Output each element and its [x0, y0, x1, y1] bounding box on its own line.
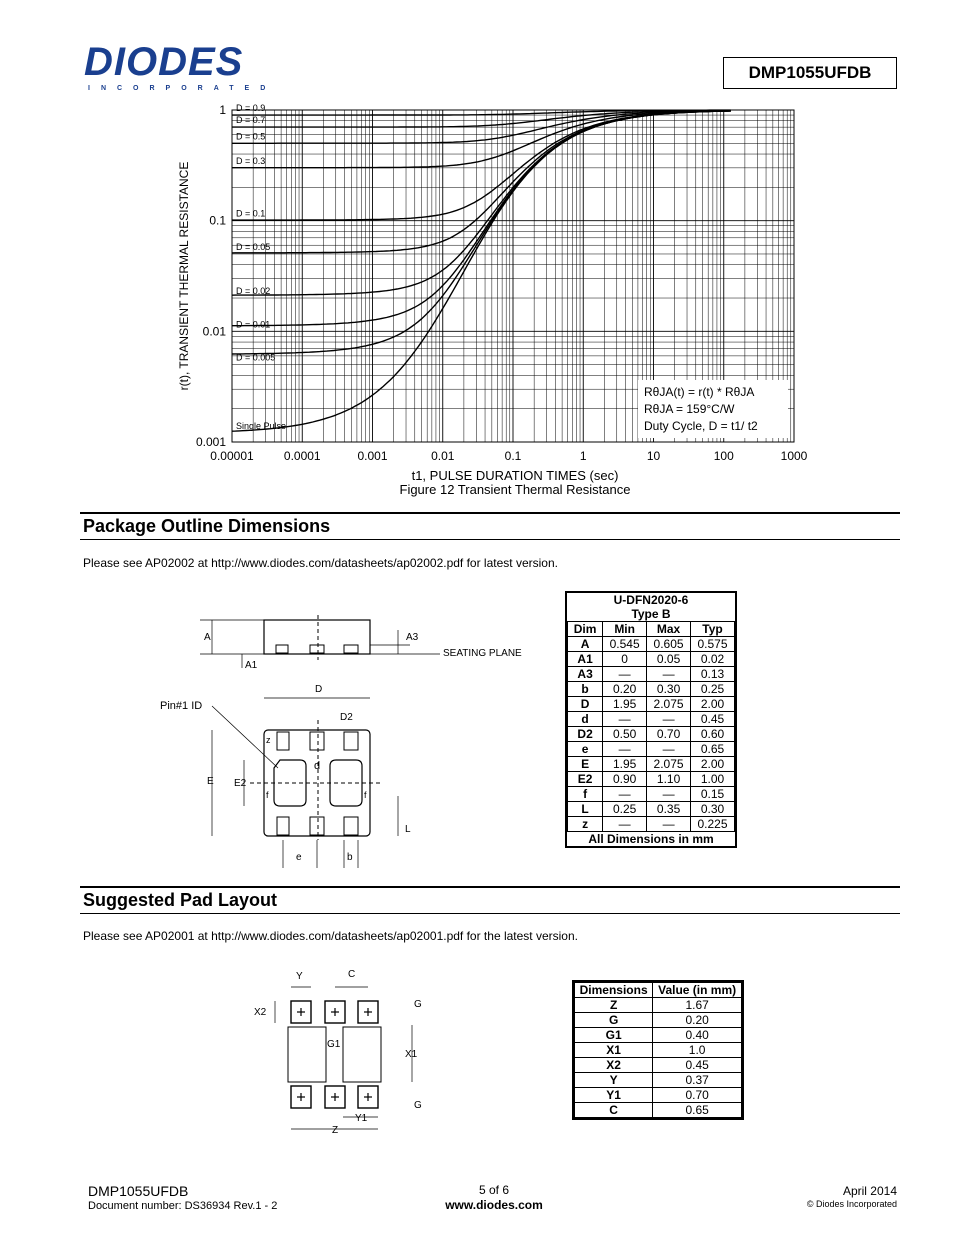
- table-row: [568, 802, 735, 817]
- table-cell: E: [568, 757, 603, 772]
- table-row: [575, 1103, 742, 1118]
- table-row: [568, 742, 735, 757]
- table-cell: 0.225: [691, 817, 735, 832]
- table-cell: 2.075: [647, 757, 691, 772]
- table-cell: 0.05: [647, 652, 691, 667]
- label-Z: Z: [332, 1125, 339, 1136]
- label-E: E: [207, 776, 214, 787]
- label-C: C: [348, 969, 356, 980]
- footer-date: April 2014: [842, 1184, 897, 1198]
- table-cell: 2.075: [647, 697, 691, 712]
- series-label: D = 0.3: [236, 155, 266, 166]
- label-f: f: [364, 790, 367, 800]
- section-rule: [80, 886, 900, 888]
- table-cell: 0.13: [691, 667, 735, 682]
- table-cell: 0.70: [653, 1088, 742, 1103]
- series-label: D = 0.01: [236, 319, 271, 330]
- table-cell: 1.67: [653, 998, 742, 1013]
- package-outline-drawing: [140, 610, 560, 870]
- table-cell: 0.40: [653, 1028, 742, 1043]
- table-cell: 0.30: [691, 802, 735, 817]
- table-row: [568, 757, 735, 772]
- table-cell: A3: [568, 667, 603, 682]
- y-tick-label: 0.01: [202, 324, 226, 339]
- series-line: [232, 111, 731, 354]
- label-Y1: Y1: [355, 1113, 368, 1124]
- series-label: Single Pulse: [236, 421, 287, 432]
- table-cell: 1.95: [603, 697, 647, 712]
- table-cell: —: [603, 712, 647, 727]
- label-z: z: [266, 735, 271, 745]
- package-section-title: Package Outline Dimensions: [83, 516, 331, 536]
- table-header-cell: Value (in mm): [653, 983, 742, 998]
- table-subtitle: Type B: [631, 607, 671, 621]
- table-cell: 1.0: [653, 1043, 742, 1058]
- x-tick-label: 10: [646, 449, 661, 463]
- table-header-cell: Dimensions: [575, 983, 653, 998]
- table-cell: —: [603, 667, 647, 682]
- annotation-text: Duty Cycle, D = t1/ t2: [644, 419, 758, 433]
- table-row: [575, 1073, 742, 1088]
- table-cell: 0.575: [691, 637, 735, 652]
- table-cell: D2: [568, 727, 603, 742]
- annotation-text: RθJA(t) = r(t) * RθJA: [644, 385, 755, 399]
- x-tick-label: 0.01: [431, 449, 455, 463]
- table-cell: 2.00: [691, 757, 735, 772]
- table-cell: Z: [575, 998, 653, 1013]
- table-row: [575, 998, 742, 1013]
- label-seating-plane: SEATING PLANE: [443, 648, 522, 659]
- annotation-text: RθJA = 159°C/W: [644, 402, 735, 416]
- label-A: A: [204, 632, 211, 643]
- footer-doc: Document number: DS36934 Rev.1 - 2: [88, 1200, 278, 1212]
- table-cell: 0.90: [603, 772, 647, 787]
- table-cell: —: [603, 787, 647, 802]
- company-logo: DIODES: [84, 40, 244, 84]
- series-label: D = 0.005: [236, 352, 276, 363]
- pad-dimension-table: [572, 980, 744, 1120]
- x-tick-label: 0.1: [504, 449, 522, 463]
- series-line: [232, 111, 731, 168]
- table-cell: L: [568, 802, 603, 817]
- table-row: [568, 667, 735, 682]
- label-A1: A1: [245, 660, 258, 671]
- table-cell: X2: [575, 1058, 653, 1073]
- table-cell: 0.37: [653, 1073, 742, 1088]
- table-cell: 0.35: [647, 802, 691, 817]
- y-tick-label: 1: [219, 103, 226, 117]
- x-tick-label: 100: [713, 449, 734, 463]
- pad-layout-drawing: [250, 965, 450, 1140]
- section-rule: [80, 512, 900, 514]
- table-cell: —: [647, 712, 691, 727]
- label-D: D: [315, 684, 323, 695]
- table-cell: 0.50: [603, 727, 647, 742]
- label-f: f: [266, 790, 269, 800]
- table-row: [575, 1088, 742, 1103]
- table-cell: 0.30: [647, 682, 691, 697]
- table-cell: 0: [603, 652, 647, 667]
- table-cell: f: [568, 787, 603, 802]
- y-axis-label: r(t), TRANSIENT THERMAL RESISTANCE: [177, 161, 191, 391]
- table-cell: G: [575, 1013, 653, 1028]
- section-rule: [80, 913, 900, 914]
- x-tick-label: 0.0001: [283, 449, 321, 463]
- table-cell: 0.20: [653, 1013, 742, 1028]
- table-cell: X1: [575, 1043, 653, 1058]
- series-label: D = 0.9: [236, 103, 266, 114]
- section-rule: [80, 539, 900, 540]
- table-row: [568, 697, 735, 712]
- x-tick-label: 0.00001: [210, 449, 254, 463]
- table-cell: 0.02: [691, 652, 735, 667]
- table-row: [575, 1043, 742, 1058]
- table-cell: 0.45: [653, 1058, 742, 1073]
- table-row: [575, 1028, 742, 1043]
- table-cell: —: [647, 742, 691, 757]
- table-cell: 0.65: [691, 742, 735, 757]
- label-b: b: [347, 852, 353, 863]
- table-row: [568, 712, 735, 727]
- y-tick-label: 0.001: [195, 435, 226, 449]
- company-logo-subtitle: INCORPORATED: [88, 85, 277, 92]
- package-note: Please see AP02002 at http://www.diodes.com/datasheets/ap02002.pdf for latest version.: [83, 556, 558, 570]
- table-cell: —: [603, 817, 647, 832]
- table-cell: z: [568, 817, 603, 832]
- table-cell: 1.95: [603, 757, 647, 772]
- table-cell: —: [647, 817, 691, 832]
- table-cell: 0.545: [603, 637, 647, 652]
- table-cell: A1: [568, 652, 603, 667]
- table-row: [568, 727, 735, 742]
- package-side-body: [264, 620, 370, 654]
- table-row: [568, 787, 735, 802]
- series-label: D = 0.1: [236, 208, 266, 219]
- table-cell: 1.10: [647, 772, 691, 787]
- table-cell: 0.20: [603, 682, 647, 697]
- table-cell: Y1: [575, 1088, 653, 1103]
- table-cell: d: [568, 712, 603, 727]
- table-cell: C: [575, 1103, 653, 1118]
- part-number-box: DMP1055UFDB: [723, 57, 897, 89]
- transient-thermal-chart: [160, 100, 820, 500]
- label-d: d: [314, 760, 321, 772]
- x-tick-label: 1: [579, 449, 587, 463]
- x-tick-label: 0.001: [357, 449, 388, 463]
- label-Y: Y: [296, 971, 303, 982]
- table-row: [575, 1058, 742, 1073]
- footer-page: 5 of 6: [478, 1183, 510, 1197]
- series-line: [232, 111, 731, 295]
- table-cell: G1: [575, 1028, 653, 1043]
- table-cell: —: [603, 742, 647, 757]
- table-cell: —: [647, 667, 691, 682]
- table-row: [575, 1013, 742, 1028]
- table-cell: 0.70: [647, 727, 691, 742]
- table-footer: All Dimensions in mm: [588, 832, 714, 846]
- package-dimension-table: [565, 591, 737, 848]
- table-cell: e: [568, 742, 603, 757]
- chart-title: Figure 12 Transient Thermal Resistance: [399, 482, 631, 497]
- table-header-cell: Dim: [568, 622, 603, 637]
- label-D2: D2: [340, 712, 353, 723]
- table-cell: Y: [575, 1073, 653, 1088]
- label-X1: X1: [405, 1049, 418, 1060]
- table-cell: 0.15: [691, 787, 735, 802]
- label-E2: E2: [234, 778, 247, 789]
- footer-copyright: © Diodes Incorporated: [806, 1199, 897, 1209]
- series-label: D = 0.02: [236, 286, 271, 297]
- y-tick-label: 0.1: [209, 213, 226, 228]
- table-row: [568, 817, 735, 832]
- label-G: G: [414, 999, 422, 1010]
- label-X2: X2: [254, 1007, 267, 1018]
- table-cell: 0.45: [691, 712, 735, 727]
- footer-part: DMP1055UFDB: [88, 1183, 189, 1199]
- pad-note: Please see AP02001 at http://www.diodes.com/datasheets/ap02001.pdf for the latest version.: [83, 929, 578, 943]
- pad-section-title: Suggested Pad Layout: [83, 890, 278, 910]
- table-header-cell: Max: [647, 622, 691, 637]
- table-cell: 1.00: [691, 772, 735, 787]
- series-label: D = 0.5: [236, 131, 266, 142]
- table-row: [568, 637, 735, 652]
- table-cell: 0.605: [647, 637, 691, 652]
- table-cell: 0.65: [653, 1103, 742, 1118]
- table-cell: 2.00: [691, 697, 735, 712]
- table-cell: b: [568, 682, 603, 697]
- chart-x-axis-label: t1, PULSE DURATION TIMES (sec): [411, 468, 619, 483]
- table-row: [568, 682, 735, 697]
- series-label: D = 0.7: [236, 115, 266, 126]
- series-label: D = 0.05: [236, 241, 271, 252]
- label-L: L: [405, 824, 411, 835]
- table-cell: D: [568, 697, 603, 712]
- label-G1: G1: [327, 1039, 341, 1050]
- table-header-cell: Typ: [691, 622, 735, 637]
- table-cell: —: [647, 787, 691, 802]
- label-e: e: [296, 852, 302, 863]
- table-cell: E2: [568, 772, 603, 787]
- label-pin1: Pin#1 ID: [160, 700, 203, 712]
- table-cell: 0.60: [691, 727, 735, 742]
- table-title: U-DFN2020-6: [613, 593, 689, 607]
- table-header-cell: Min: [603, 622, 647, 637]
- label-A3: A3: [406, 632, 419, 643]
- table-row: [568, 772, 735, 787]
- table-cell: 0.25: [691, 682, 735, 697]
- table-cell: 0.25: [603, 802, 647, 817]
- x-tick-label: 1000: [780, 449, 808, 463]
- label-G: G: [414, 1100, 422, 1111]
- footer-site[interactable]: www.diodes.com: [445, 1198, 543, 1212]
- table-row: [568, 652, 735, 667]
- table-cell: A: [568, 637, 603, 652]
